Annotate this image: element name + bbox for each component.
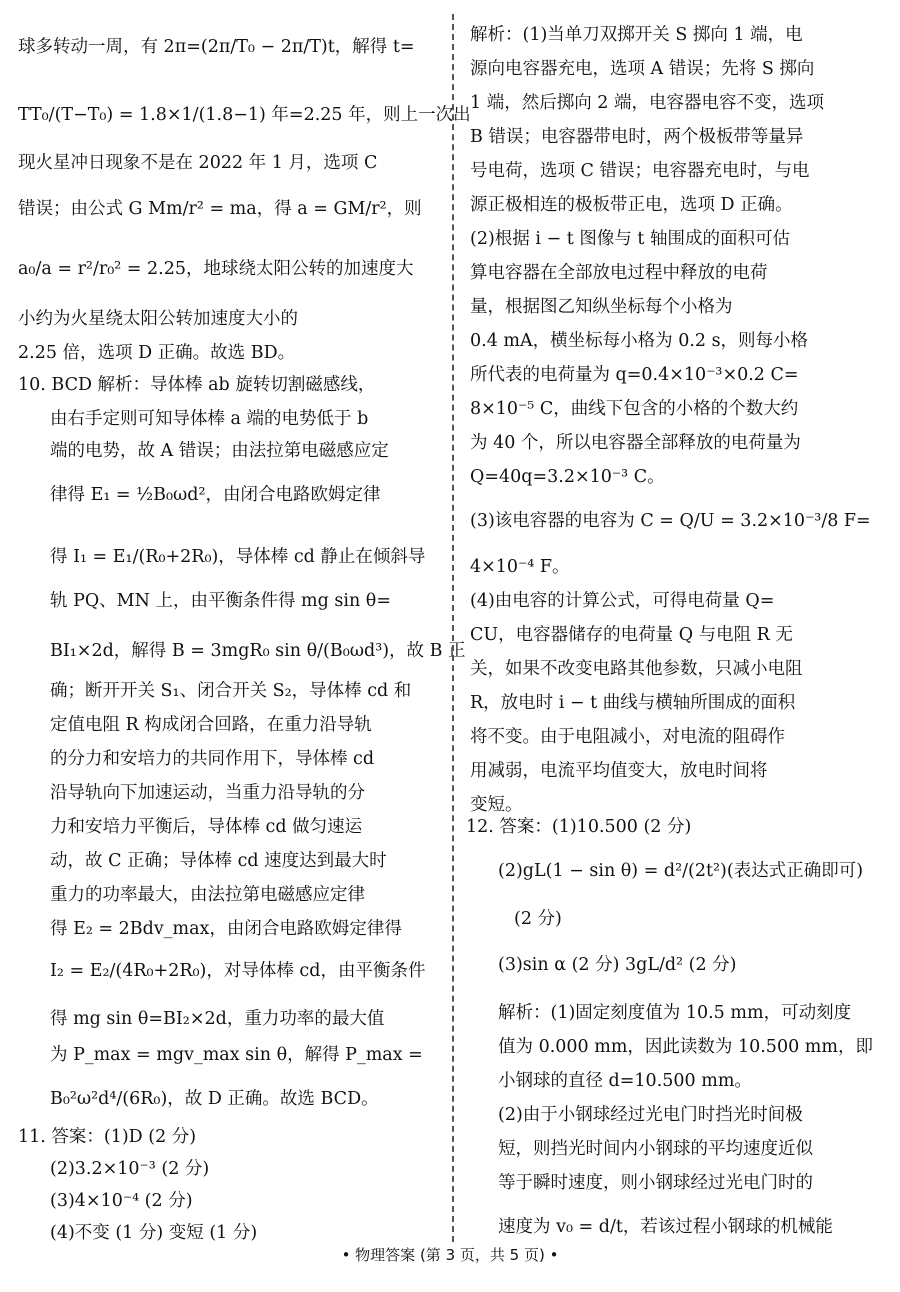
text-line: 1 端，然后掷向 2 端，电容器电容不变，选项 bbox=[470, 93, 824, 113]
text-line: 定值电阻 R 构成闭合回路，在重力沿导轨 bbox=[50, 715, 372, 735]
text-line: 量，根据图乙知纵坐标每个小格为 bbox=[470, 297, 733, 317]
text-line: 现火星冲日现象不是在 2022 年 1 月，选项 C bbox=[18, 153, 378, 173]
text-line: 将不变。由于电阻减小，对电流的阻碍作 bbox=[470, 727, 785, 747]
text-line: 用减弱，电流平均值变大，放电时间将 bbox=[470, 761, 768, 781]
text-line: (2)由于小钢球经过光电门时挡光时间极 bbox=[498, 1105, 803, 1125]
text-line: 8×10⁻⁵ C，曲线下包含的小格的个数大约 bbox=[470, 399, 799, 419]
text-line: 端的电势，故 A 错误；由法拉第电磁感应定 bbox=[50, 441, 389, 461]
text-line: 得 E₂ = 2Bdv_max，由闭合电路欧姆定律得 bbox=[50, 919, 402, 939]
text-line: I₂ = E₂/(4R₀+2R₀)，对导体棒 cd，由平衡条件 bbox=[50, 961, 426, 981]
text-line: (3)该电容器的电容为 C = Q/U = 3.2×10⁻³/8 F= bbox=[470, 511, 871, 531]
text-line: 等于瞬时速度，则小钢球经过光电门时的 bbox=[498, 1173, 813, 1193]
text-line: (2 分) bbox=[514, 909, 562, 929]
text-line: BI₁×2d，解得 B = 3mgR₀ sin θ/(B₀ωd³)，故 B 正 bbox=[50, 641, 466, 661]
text-line: 速度为 v₀ = d/t，若该过程小钢球的机械能 bbox=[498, 1217, 833, 1237]
text-line: 得 mg sin θ=BI₂×2d，重力功率的最大值 bbox=[50, 1009, 385, 1029]
text-line: 律得 E₁ = ½B₀ωd²，由闭合电路欧姆定律 bbox=[50, 485, 381, 505]
text-line: (2)gL(1 − sin θ) = d²/(2t²)(表达式正确即可) bbox=[498, 861, 864, 881]
text-line: 变短。 bbox=[470, 795, 523, 815]
text-line: 沿导轨向下加速运动，当重力沿导轨的分 bbox=[50, 783, 365, 803]
text-line: 0.4 mA，横坐标每小格为 0.2 s，则每小格 bbox=[470, 331, 809, 351]
question-11-heading: 11. 答案：(1)D (2 分) bbox=[18, 1127, 197, 1147]
text-line: Q=40q=3.2×10⁻³ C。 bbox=[470, 467, 665, 487]
text-line: a₀/a = r²/r₀² = 2.25，地球绕太阳公转的加速度大 bbox=[18, 259, 414, 279]
text-line: 错误；由公式 G Mm/r² = ma，得 a = GM/r²，则 bbox=[18, 199, 422, 219]
text-line: 小约为火星绕太阳公转加速度大小的 bbox=[18, 309, 298, 329]
text-line: 短，则挡光时间内小钢球的平均速度近似 bbox=[498, 1139, 813, 1159]
text-line: B₀²ω²d⁴/(6R₀)，故 D 正确。故选 BCD。 bbox=[50, 1089, 379, 1109]
text-line: (3)sin α (2 分) 3gL/d² (2 分) bbox=[498, 955, 737, 975]
text-line: 关，如果不改变电路其他参数，只减小电阻 bbox=[470, 659, 803, 679]
text-line: 的分力和安培力的共同作用下，导体棒 cd bbox=[50, 749, 375, 769]
text-line: (4)不变 (1 分) 变短 (1 分) bbox=[50, 1223, 258, 1243]
text-line: 值为 0.000 mm，因此读数为 10.500 mm，即 bbox=[498, 1037, 873, 1057]
text-line: 源向电容器充电，选项 A 错误；先将 S 掷向 bbox=[470, 59, 815, 79]
text-line: 2.25 倍，选项 D 正确。故选 BD。 bbox=[18, 343, 296, 363]
column-divider bbox=[452, 14, 454, 1242]
text-line: 为 40 个，所以电容器全部释放的电荷量为 bbox=[470, 433, 801, 453]
text-line: (3)4×10⁻⁴ (2 分) bbox=[50, 1191, 193, 1211]
text-line: 确；断开开关 S₁、闭合开关 S₂，导体棒 cd 和 bbox=[50, 681, 412, 701]
text-line: 重力的功率最大，由法拉第电磁感应定律 bbox=[50, 885, 365, 905]
text-line: R，放电时 i − t 曲线与横轴所围成的面积 bbox=[470, 693, 796, 713]
text-line: 源正极相连的极板带正电，选项 D 正确。 bbox=[470, 195, 793, 215]
text-line: CU，电容器储存的电荷量 Q 与电阻 R 无 bbox=[470, 625, 793, 645]
text-line: B 错误；电容器带电时，两个极板带等量异 bbox=[470, 127, 804, 147]
text-line: 动，故 C 正确；导体棒 cd 速度达到最大时 bbox=[50, 851, 387, 871]
text-line: 力和安培力平衡后，导体棒 cd 做匀速运 bbox=[50, 817, 363, 837]
text-line: 所代表的电荷量为 q=0.4×10⁻³×0.2 C= bbox=[470, 365, 799, 385]
question-10-heading: 10. BCD 解析：导体棒 ab 旋转切割磁感线， bbox=[18, 375, 376, 395]
text-line: TT₀/(T−T₀) = 1.8×1/(1.8−1) 年=2.25 年，则上一次出 bbox=[18, 105, 471, 125]
text-line: (2)根据 i − t 图像与 t 轴围成的面积可估 bbox=[470, 229, 790, 249]
text-line: 解析：(1)固定刻度值为 10.5 mm，可动刻度 bbox=[498, 1003, 852, 1023]
text-line: (2)3.2×10⁻³ (2 分) bbox=[50, 1159, 210, 1179]
text-line: 号电荷，选项 C 错误；电容器充电时，与电 bbox=[470, 161, 810, 181]
text-line: 球多转动一周，有 2π=(2π/T₀ − 2π/T)t，解得 t= bbox=[18, 37, 415, 57]
text-line: 轨 PQ、MN 上，由平衡条件得 mg sin θ= bbox=[50, 591, 392, 611]
text-line: 解析：(1)当单刀双掷开关 S 掷向 1 端，电 bbox=[470, 25, 803, 45]
text-line: 小钢球的直径 d=10.500 mm。 bbox=[498, 1071, 752, 1091]
text-line: 得 I₁ = E₁/(R₀+2R₀)，导体棒 cd 静止在倾斜导 bbox=[50, 547, 426, 567]
text-line: 由右手定则可知导体棒 a 端的电势低于 b bbox=[50, 409, 369, 429]
text-line: (4)由电容的计算公式，可得电荷量 Q= bbox=[470, 591, 775, 611]
page-footer: • 物理答案 (第 3 页，共 5 页) • bbox=[341, 1246, 559, 1264]
question-12-heading: 12. 答案：(1)10.500 (2 分) bbox=[466, 817, 692, 837]
text-line: 4×10⁻⁴ F。 bbox=[470, 557, 570, 577]
text-line: 算电容器在全部放电过程中释放的电荷 bbox=[470, 263, 768, 283]
text-line: 为 P_max = mgv_max sin θ，解得 P_max = bbox=[50, 1045, 423, 1065]
